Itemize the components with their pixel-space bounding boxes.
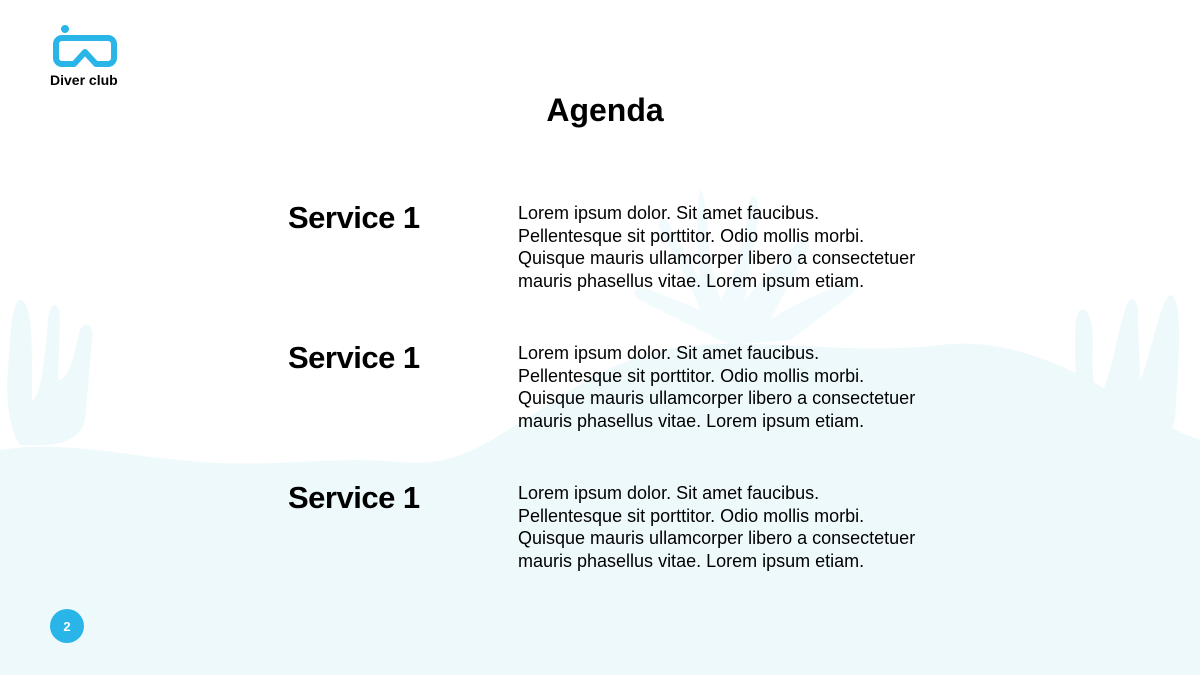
agenda-item-text: Lorem ipsum dolor. Sit amet faucibus. Pellentesque sit porttitor. Odio mollis morbi. Quisque mauris ullamcorper libero a consectetuer mauris phasellus vitae. Lorem ipsum etiam. — [518, 203, 916, 291]
coral-right — [1075, 295, 1179, 440]
slide-title: Agenda — [546, 92, 664, 128]
brand-name: Diver club — [50, 72, 118, 88]
page-number-badge: 2 — [50, 609, 84, 643]
agenda-item-text: Lorem ipsum dolor. Sit amet faucibus. Pellentesque sit porttitor. Odio mollis morbi. Quisque mauris ullamcorper libero a consectetuer mauris phasellus vitae. Lorem ipsum etiam. — [518, 343, 916, 431]
coral-left — [7, 300, 92, 445]
agenda-item-label: Service 1 — [288, 200, 420, 235]
agenda-item-label: Service 1 — [288, 480, 420, 515]
agenda-item-text: Lorem ipsum dolor. Sit amet faucibus. Pellentesque sit porttitor. Odio mollis morbi. Quisque mauris ullamcorper libero a consectetuer mauris phasellus vitae. Lorem ipsum etiam. — [518, 483, 916, 571]
brand-logo — [48, 24, 132, 88]
agenda-item-label: Service 1 — [288, 340, 420, 375]
diving-mask-icon — [52, 24, 118, 70]
